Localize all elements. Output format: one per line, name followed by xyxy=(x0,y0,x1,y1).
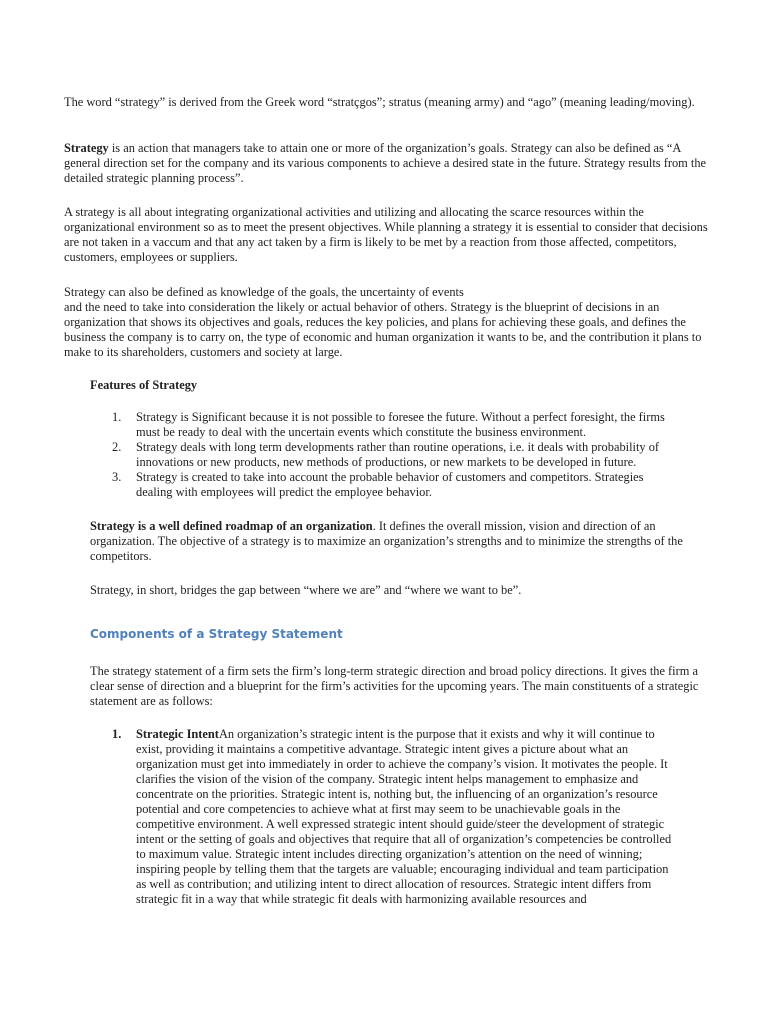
features-list xyxy=(112,410,676,500)
component-title: Strategic Intent xyxy=(136,727,219,741)
paragraph-integration: A strategy is all about integrating organizational activities and utilizing and allocating the scarce resources within the organizational environment so as to meet the present objectives. While planning a strategy it is essential to consider that decisions are not taken in a vaccum and that any act taken by a firm is likely to be met by a reaction from those affected, competitors, customers, employees or suppliers. xyxy=(64,205,708,264)
components-list xyxy=(112,727,676,907)
list-item xyxy=(112,470,676,500)
features-heading: Features of Strategy xyxy=(90,378,198,392)
list-number: 3. xyxy=(112,470,122,484)
roadmap-bold: Strategy is a well defined roadmap of an organization xyxy=(90,519,373,533)
components-heading: Components of a Strategy Statement xyxy=(90,627,343,641)
paragraph-roadmap xyxy=(90,519,710,564)
strategy-definition-text: is an action that managers take to attain one or more of the organization’s goals. Strategy can also be defined as “A general direction set for the company and its various components to achieve a desired state in the future. Strategy results from the detailed strategic planning process”. xyxy=(64,141,707,185)
list-number: 2. xyxy=(112,440,122,454)
paragraph-strategy-statement: The strategy statement of a firm sets the firm’s long-term strategic direction and broad policy directions. It gives the firm a clear sense of direction and a blueprint for the firm’s activities for the upcoming years. The main constituents of a strategic statement are as follows: xyxy=(90,664,699,708)
paragraph-strategy-definition xyxy=(64,141,708,186)
paragraph-gap: Strategy, in short, bridges the gap between “where we are” and “where we want to be”. xyxy=(90,583,522,597)
paragraph-knowledge xyxy=(64,285,708,360)
knowledge-line-1: Strategy can also be defined as knowledge of the goals, the uncertainty of events xyxy=(64,285,464,299)
list-item-text: Strategy deals with long term developments rather than routine operations, i.e. it deals with probability of innovations or new products, new methods of productions, or new markets to be developed in future. xyxy=(136,440,660,469)
roadmap-text: . It defines the overall mission, vision and direction of an organization. The objective of a strategy is to maximize an organization’s strengths and to minimize the strengths of the competitors. xyxy=(90,519,683,563)
component-text: An organization’s strategic intent is the purpose that it exists and why it will continue to exist, providing it maintains a competitive advantage. Strategic intent gives a picture about what an organization must get into immediately in order to achieve the company’s vision. It motivates the people. It clarifies the vision of the vision of the company. Strategic intent helps management to emphasize and concentrate on the priorities. Strategic intent is, nothing but, the influencing of an organization’s resource potential and core competencies to achieve what at first may seem to be unachievable goals in the competitive environment. A well expressed strategic intent should guide/steer the development of strategic intent or the setting of goals and objectives that require that all of organization’s competencies be controlled to maximum value. Strategic intent includes directing organization’s attention on the need of winning; inspiring people by telling them that the targets are valuable; encouraging individual and team participation as well as contribution; and utilizing intent to direct allocation of resources. Strategic intent differs from strategic fit in a way that while strategic fit deals with harmonizing available resources and xyxy=(136,727,672,906)
list-item-text: Strategy is created to take into account the probable behavior of customers and competitors. Strategies dealing with employees will predict the employee behavior. xyxy=(136,470,644,499)
list-item xyxy=(112,440,676,470)
list-item xyxy=(112,410,676,440)
list-item-text: Strategy is Significant because it is not possible to foresee the future. Without a perfect foresight, the firms must be ready to deal with the uncertain events which constitute the business environment. xyxy=(136,410,665,439)
list-item xyxy=(112,727,676,907)
list-number: 1. xyxy=(112,410,122,424)
knowledge-rest: and the need to take into consideration the likely or actual behavior of others. Strategy is the blueprint of decisions in an organization that shows its objectives and goals, reduces the key policies, and plans for achieving these goals, and defines the business the company is to carry on, the type of economic and human organization it wants to be, and the contribution it plans to make to its shareholders, customers and society at large. xyxy=(64,300,702,359)
strategy-term: Strategy xyxy=(64,141,109,155)
list-number: 1. xyxy=(112,727,122,741)
paragraph-etymology: The word “strategy” is derived from the Greek word “stratçgos”; stratus (meaning army) and “ago” (meaning leading/moving). xyxy=(64,95,695,109)
